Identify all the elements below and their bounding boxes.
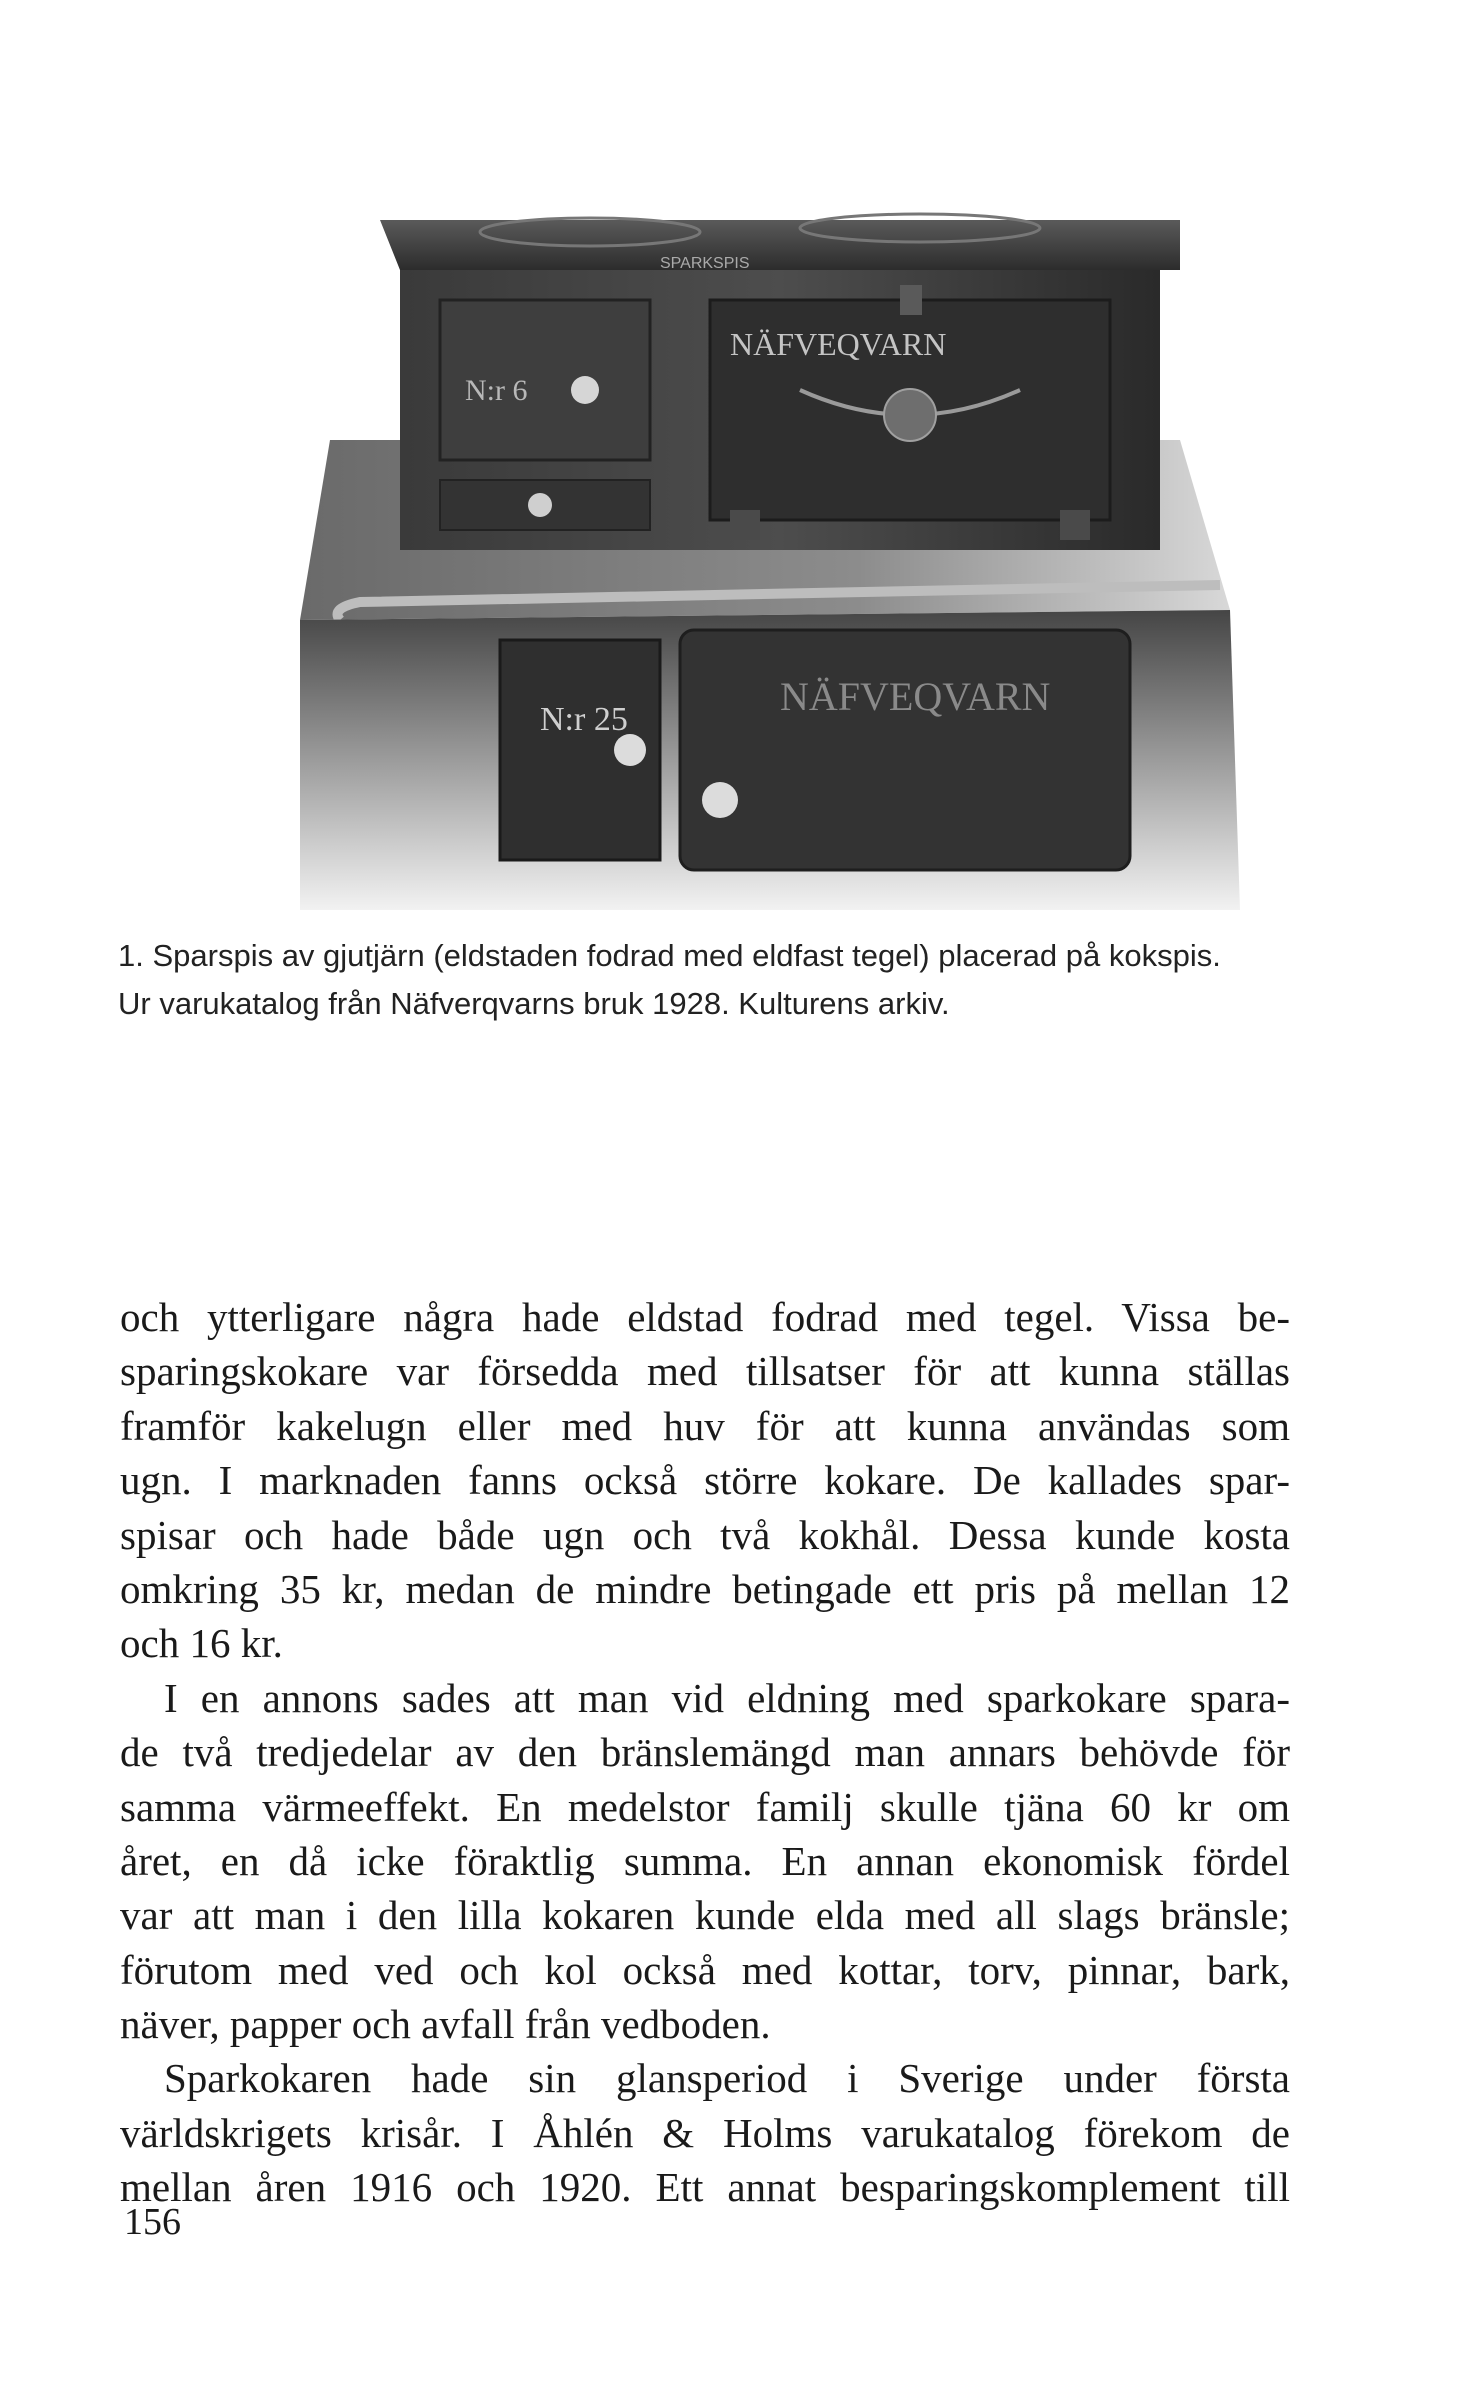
body-line: året, en då icke föraktlig summa. En annan ekonomisk fördel — [120, 1837, 1290, 1884]
body-line: förutom med ved och kol också med kottar, torv, pinnar, bark, — [120, 1946, 1290, 1993]
body-line: näver, papper och avfall från vedboden. — [120, 2001, 771, 2048]
body-line: världskrigets krisår. I Åhlén & Holms varukatalog förekom de — [120, 2109, 1290, 2156]
body-line: Sparkokaren hade sin glansperiod i Sverige under första — [164, 2055, 1290, 2102]
body-line: framför kakelugn eller med huv för att kunna användas som — [120, 1402, 1290, 1449]
body-line: de två tredjedelar av den bränslemängd man annars behövde för — [120, 1729, 1290, 1776]
body-line: ugn. I marknaden fanns också större kokare. De kallades spar- — [120, 1457, 1290, 1504]
body-line: och 16 kr. — [120, 1620, 283, 1667]
stove-brand-label: SPARKSPIS — [660, 255, 750, 272]
stove-lower-plate-label: NÄFVEQVARN — [780, 674, 1051, 719]
body-line: sparingskokare var försedda med tillsatser för att kunna ställas — [120, 1348, 1290, 1395]
stove-door-label: N:r 6 — [465, 374, 528, 407]
body-line: var att man i den lilla kokaren kunde elda med all slags bränsle; — [120, 1892, 1290, 1939]
body-line: samma värmeeffekt. En medelstor familj skulle tjäna 60 kr om — [120, 1783, 1290, 1830]
stove-plate-label: NÄFVEQVARN — [730, 326, 947, 362]
caption-line: 1. Sparspis av gjutjärn (eldstaden fodrad med eldfast tegel) placerad på kokspis. — [118, 938, 1221, 973]
body-line: omkring 35 kr, medan de mindre betingade ett pris på mellan 12 — [120, 1565, 1290, 1612]
body-line: spisar och hade både ugn och två kokhål. Dessa kunde kosta — [120, 1511, 1290, 1558]
body-line: I en annons sades att man vid eldning med sparkokare spara- — [164, 1674, 1290, 1721]
stove-photo — [300, 190, 1240, 910]
body-line: och ytterligare några hade eldstad fodrad med tegel. Vissa be- — [120, 1294, 1290, 1340]
caption-line: Ur varukatalog från Näfverqvarns bruk 1928. Kulturens arkiv. — [118, 986, 950, 1021]
figure-caption — [118, 932, 1328, 1028]
page-number: 156 — [124, 2201, 181, 2243]
body-text — [120, 1290, 1290, 2215]
body-line: mellan åren 1916 och 1920. Ett annat besparingskomplement till — [120, 2164, 1290, 2211]
stove-lower-door-label: N:r 25 — [540, 701, 628, 738]
